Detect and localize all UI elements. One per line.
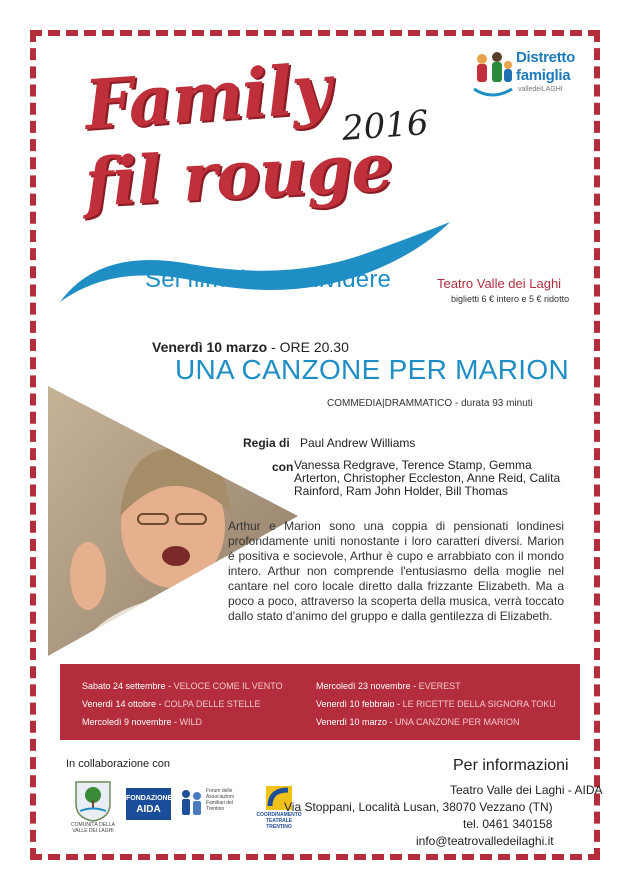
schedule-item: Mercoledì 23 novembre - EVEREST xyxy=(316,681,461,691)
info-address: Via Stoppani, Località Lusan, 38070 Vezzano (TN) xyxy=(284,800,553,814)
schedule-item: Venerdì 10 febbraio - LE RICETTE DELLA SIGNORA TOKU xyxy=(316,699,556,709)
schedule-title: LE RICETTE DELLA SIGNORA TOKU xyxy=(402,699,556,709)
schedule-item: Mercoledì 9 novembre - WILD xyxy=(82,717,203,727)
schedule-title: UNA CANZONE PER MARION xyxy=(395,717,520,727)
fondazione-label: FONDAZIONE xyxy=(126,795,173,802)
subtitle: Sei film da condividere xyxy=(145,266,392,293)
event-time: - ORE 20.30 xyxy=(267,339,349,355)
title-line-1: Family xyxy=(82,48,333,146)
director-label: Regia di xyxy=(243,436,290,450)
info-email[interactable]: info@teatrovalledeilaghi.it xyxy=(416,834,554,848)
schedule-title: EVEREST xyxy=(418,681,461,691)
aida-label: AIDA xyxy=(136,804,161,815)
schedule-item: Venerdì 14 ottobre - COLPA DELLE STELLE xyxy=(82,699,261,709)
schedule-date: Mercoledì 23 novembre xyxy=(316,681,411,691)
forum-associazioni-logo xyxy=(180,786,250,826)
distretto-famiglia-logo xyxy=(470,45,590,105)
info-venue: Teatro Valle dei Laghi - AIDA xyxy=(450,783,603,797)
cast-value: Vanessa Redgrave, Terence Stamp, Gemma Arterton, Christopher Eccleston, Anne Reid, Calita Rainford, Ram John Holder, Bill Thomas xyxy=(294,458,561,498)
forum-label: Forum delle Associazioni Familiari del Trentino xyxy=(206,788,234,812)
film-photo xyxy=(48,356,318,676)
schedule-date: Venerdì 10 marzo xyxy=(316,717,388,727)
event-day: Venerdì 10 marzo xyxy=(152,339,268,355)
schedule-title: COLPA DELLE STELLE xyxy=(164,699,261,709)
cast-label: con xyxy=(272,460,294,474)
info-phone: tel. 0461 340158 xyxy=(463,817,553,831)
logo-line-3: valledeiLAGHI xyxy=(518,86,563,93)
synopsis: Arthur e Marion sono una coppia di pensionati londinesi profondamente uniti nonostante i loro caratteri diversi. Marion è positiva e socievole, Arthur è cupo e arrabbiato con il mondo intero. Arthur non comprende l'entusiasmo della moglie nel cantare nel coro locale diretto dalla frizzante Elizabeth. Ma a poco a poco, attraverso la scoperta della musica, verrà toccato dallo stato d'animo del gruppo e dalla gentilezza di Elizabeth. xyxy=(228,519,564,623)
logo-line-2: famiglia xyxy=(516,67,571,84)
schedule-date: Venerdì 14 ottobre xyxy=(82,699,157,709)
film-genre-duration: COMMEDIA|DRAMMATICO - durata 93 minuti xyxy=(327,398,533,409)
schedule-title: WILD xyxy=(179,717,203,727)
title-line-2: fil rouge xyxy=(82,127,395,222)
comunita-logo xyxy=(68,778,118,840)
film-title: UNA CANZONE PER MARION xyxy=(175,354,569,385)
schedule-date: Mercoledì 9 novembre xyxy=(82,717,172,727)
collab-label: In collaborazione con xyxy=(66,758,170,770)
schedule-title: VELOCE COME IL VENTO xyxy=(173,681,283,691)
schedule-item: Venerdì 10 marzo - UNA CANZONE PER MARION xyxy=(316,717,520,727)
ticket-prices: biglietti 6 € intero e 5 € ridotto xyxy=(451,294,570,304)
logo-line-1: Distretto xyxy=(516,49,575,66)
title-year: 2016 xyxy=(340,103,430,149)
schedule-item: Sabato 24 settembre - VELOCE COME IL VENTO xyxy=(82,681,283,691)
event-date-time xyxy=(152,339,349,355)
schedule-box xyxy=(60,664,580,740)
tree-crest-icon xyxy=(68,778,118,822)
info-title: Per informazioni xyxy=(453,757,569,774)
schedule-date: Venerdì 10 febbraio xyxy=(316,699,395,709)
coord-label: COORDINAMENTO TEATRALE TRENTINO xyxy=(256,812,302,830)
schedule-date: Sabato 24 settembre xyxy=(82,681,166,691)
venue-name: Teatro Valle dei Laghi xyxy=(437,276,562,291)
people-icon xyxy=(180,788,204,818)
fondazione-aida-logo xyxy=(126,788,171,820)
comunita-label: COMUNITÀ DELLA VALLE DEI LAGHI xyxy=(71,822,115,834)
family-figures-icon xyxy=(470,49,516,101)
director-value: Paul Andrew Williams xyxy=(300,436,416,450)
